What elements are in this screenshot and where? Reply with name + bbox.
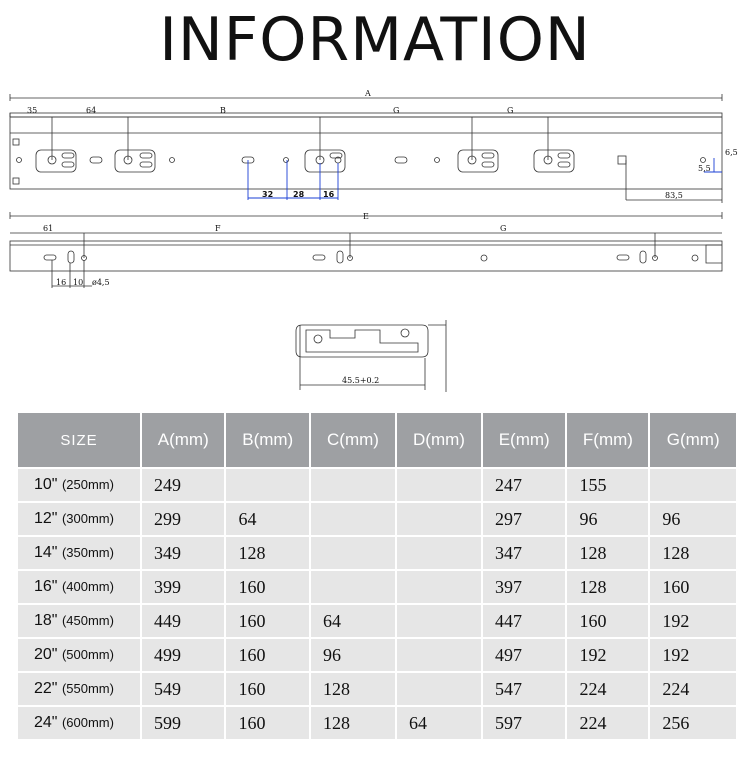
col-header-a: A(mm) — [142, 413, 224, 467]
dim-35: 35 — [27, 106, 38, 115]
size-cell — [18, 503, 140, 535]
cell-b: 160 — [226, 639, 308, 671]
cell-e: 397 — [483, 571, 565, 603]
cell-a: 349 — [142, 537, 224, 569]
table-row — [18, 503, 736, 535]
cell-g: 256 — [650, 707, 736, 739]
cell-c — [311, 571, 395, 603]
table-row — [18, 605, 736, 637]
col-header-d: D(mm) — [397, 413, 481, 467]
size-inch: 12" — [34, 510, 58, 527]
cell-c — [311, 469, 395, 501]
col-header-size: SIZE — [18, 413, 140, 467]
cell-g: 128 — [650, 537, 736, 569]
cell-b: 160 — [226, 605, 308, 637]
size-inch: 16" — [34, 578, 58, 595]
cell-g: 160 — [650, 571, 736, 603]
cell-a: 299 — [142, 503, 224, 535]
cell-d — [397, 571, 481, 603]
cell-f: 128 — [567, 537, 648, 569]
cell-f: 128 — [567, 571, 648, 603]
size-mm: (250mm) — [61, 477, 114, 492]
table-row — [18, 469, 736, 501]
dim-6-5: 6,5 — [725, 148, 738, 157]
col-header-g: G(mm) — [650, 413, 736, 467]
size-cell — [18, 537, 140, 569]
cell-a: 549 — [142, 673, 224, 705]
size-mm: (300mm) — [61, 511, 114, 526]
dim-16: 16 — [323, 190, 335, 199]
mount-slot-1 — [36, 150, 76, 172]
size-inch: 14" — [34, 544, 58, 561]
dim-E: E — [363, 212, 369, 221]
cell-d — [397, 673, 481, 705]
table-row — [18, 707, 736, 739]
cell-c: 128 — [311, 673, 395, 705]
size-mm: (600mm) — [61, 715, 114, 730]
cell-a: 499 — [142, 639, 224, 671]
cell-d — [397, 537, 481, 569]
cell-f: 224 — [567, 707, 648, 739]
cell-d — [397, 503, 481, 535]
size-inch: 18" — [34, 612, 58, 629]
cell-c — [311, 537, 395, 569]
cell-f: 155 — [567, 469, 648, 501]
cell-b: 160 — [226, 571, 308, 603]
cell-e: 297 — [483, 503, 565, 535]
mount-slot-3 — [305, 150, 345, 172]
dim-83-5: 83,5 — [665, 191, 683, 200]
dim-5-5: 5,5 — [698, 164, 711, 173]
dim-64: 64 — [86, 106, 97, 115]
dim-61: 61 — [43, 224, 54, 233]
cell-e: 447 — [483, 605, 565, 637]
dim-G: G — [500, 224, 507, 233]
dim-10: 10 — [73, 278, 84, 287]
dim-32: 32 — [262, 190, 274, 199]
col-header-b: B(mm) — [226, 413, 308, 467]
mount-slot-4 — [458, 150, 498, 172]
cell-a: 399 — [142, 571, 224, 603]
cell-e: 347 — [483, 537, 565, 569]
cell-f: 192 — [567, 639, 648, 671]
cell-c: 64 — [311, 605, 395, 637]
cell-b — [226, 469, 308, 501]
cell-e: 497 — [483, 639, 565, 671]
dim-diameter: ø4,5 — [92, 278, 110, 287]
cell-c — [311, 503, 395, 535]
cell-d: 64 — [397, 707, 481, 739]
cell-e: 547 — [483, 673, 565, 705]
cell-b: 128 — [226, 537, 308, 569]
dim-B: B — [220, 106, 226, 115]
col-header-e: E(mm) — [483, 413, 565, 467]
cell-b: 160 — [226, 707, 308, 739]
cell-d — [397, 639, 481, 671]
cell-a: 599 — [142, 707, 224, 739]
size-cell — [18, 639, 140, 671]
dim-G2: G — [507, 106, 514, 115]
mount-slot-5 — [534, 150, 574, 172]
dim-16-bottom: 16 — [56, 278, 67, 287]
size-inch: 10" — [34, 476, 58, 493]
dim-28: 28 — [293, 190, 305, 199]
bottom-rail-outline — [10, 241, 722, 271]
cell-c: 96 — [311, 639, 395, 671]
page-title: INFORMATION — [159, 5, 591, 75]
cell-b: 64 — [226, 503, 308, 535]
size-mm: (550mm) — [61, 681, 114, 696]
cell-c: 128 — [311, 707, 395, 739]
table-row — [18, 639, 736, 671]
col-header-f: F(mm) — [567, 413, 648, 467]
size-mm: (450mm) — [61, 613, 114, 628]
size-cell — [18, 469, 140, 501]
table-header-row — [18, 413, 736, 467]
cell-d — [397, 605, 481, 637]
size-cell — [18, 605, 140, 637]
cell-b: 160 — [226, 673, 308, 705]
size-table — [16, 411, 738, 741]
cell-g: 192 — [650, 605, 736, 637]
size-cell — [18, 571, 140, 603]
cell-g: 224 — [650, 673, 736, 705]
size-cell — [18, 673, 140, 705]
cell-g: 192 — [650, 639, 736, 671]
dim-A: A — [365, 89, 371, 98]
cell-a: 449 — [142, 605, 224, 637]
mount-slot-2 — [115, 150, 155, 172]
col-header-c: C(mm) — [311, 413, 395, 467]
dim-G1: G — [393, 106, 400, 115]
cell-e: 247 — [483, 469, 565, 501]
cell-f: 224 — [567, 673, 648, 705]
dim-section-width: 45.5+0.2 — [342, 376, 380, 385]
cell-f: 160 — [567, 605, 648, 637]
size-mm: (400mm) — [61, 579, 114, 594]
table-row — [18, 673, 736, 705]
cell-g — [650, 469, 736, 501]
table-row — [18, 571, 736, 603]
table-row — [18, 537, 736, 569]
size-inch: 20" — [34, 646, 58, 663]
cell-a: 249 — [142, 469, 224, 501]
cell-g: 96 — [650, 503, 736, 535]
size-inch: 24" — [34, 714, 58, 731]
dim-F: F — [215, 224, 221, 233]
size-mm: (350mm) — [61, 545, 114, 560]
cell-f: 96 — [567, 503, 648, 535]
cell-e: 597 — [483, 707, 565, 739]
size-mm: (500mm) — [61, 647, 114, 662]
size-inch: 22" — [34, 680, 58, 697]
size-cell — [18, 707, 140, 739]
cell-d — [397, 469, 481, 501]
